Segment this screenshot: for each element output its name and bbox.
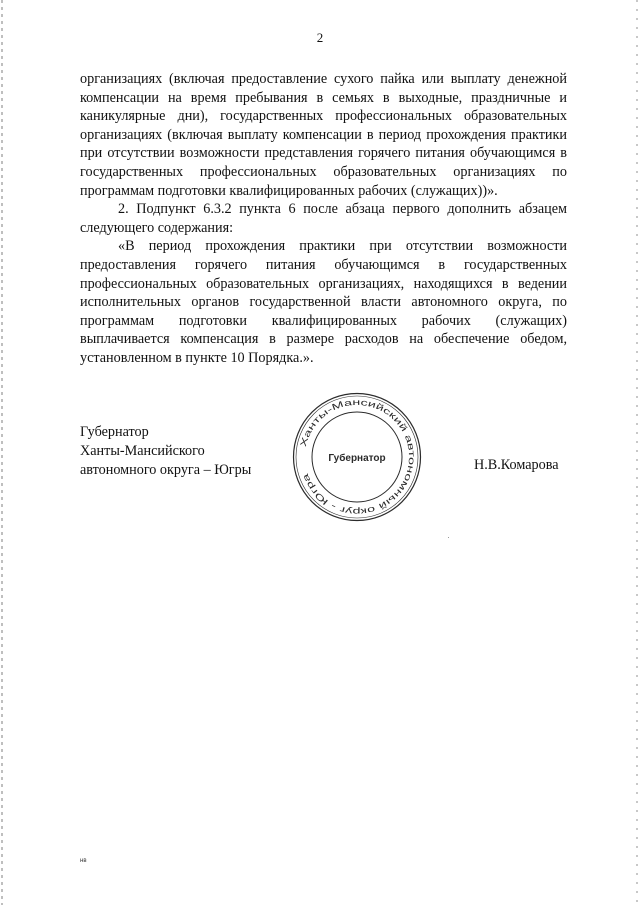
scan-edge-left (1, 0, 3, 905)
seal-center-text: Губернатор (328, 453, 386, 464)
paragraph-continuation: организациях (включая предоставление сухого пайка или выплату денежной компенсации на время пребывания в семьях в выходные, праздничные и каникулярные дни), государственных профессиональных образовательных организациях (включая выплату компенсации в период прохождения практики при отсутствии возможности представления горячего питания обучающимся в государственных профессиональных образовательных организациях по программам подготовки квалифицированных рабочих (служащих))». (80, 71, 567, 199)
document-body (80, 70, 567, 368)
page-number: 2 (316, 30, 324, 45)
paragraph-quoted-insert: «В период прохождения практики при отсутствии возможности предоставления горячего питания обучающимся в государственных профессиональных образовательных организациях, находящихся в ведении исполнительных органов государственной власти автономного округа, по программам подготовки квалифицированных рабочих (служащих) выплачивается компенсация в размере расходов на обеспечение обедом, установленном в пункте 10 Порядка.». (80, 238, 567, 366)
official-seal (291, 391, 423, 523)
signatory-title-line: Губернатор (80, 424, 149, 440)
signatory-title-line: автономного округа – Югры (80, 462, 252, 478)
seal-ring-text: Ханты-Мансийский автономный округ - Югра (298, 396, 418, 518)
signatory-name: Н.В.Комарова (474, 457, 559, 473)
footer-initials: нв (80, 858, 87, 864)
signatory-title-line: Ханты-Мансийского (80, 443, 205, 459)
scan-speck (448, 537, 449, 538)
scan-edge-right (636, 0, 638, 905)
paragraph-amendment-2: 2. Подпункт 6.3.2 пункта 6 после абзаца первого дополнить абзацем следующего содержания: (80, 201, 567, 236)
signatory-title (80, 423, 251, 480)
